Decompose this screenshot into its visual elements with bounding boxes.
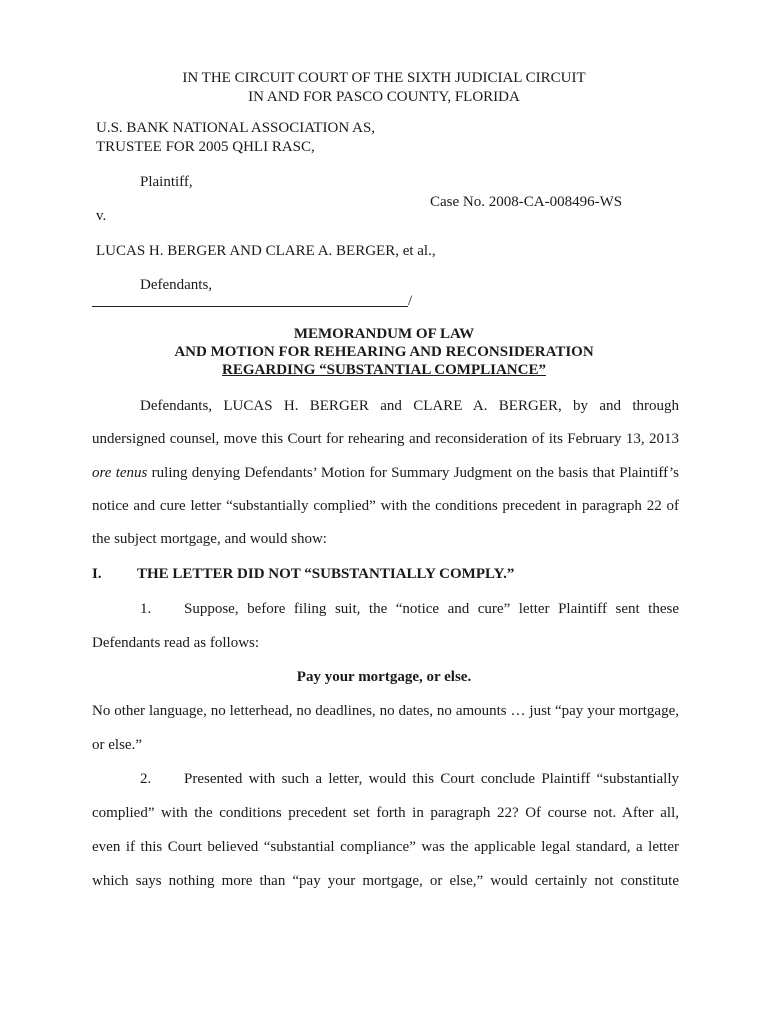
title-line3: REGARDING “SUBSTANTIAL COMPLIANCE”	[222, 362, 546, 378]
intro-line3-rest: ruling denying Defendants’ Motion for Summary Judgment on the basis that Plaintiff’s	[147, 465, 679, 481]
intro-line1: Defendants, LUCAS H. BERGER and CLARE A. BERGER, by and through	[140, 398, 679, 414]
section-numeral: I.	[92, 566, 102, 582]
quoted-letter: Pay your mortgage, or else.	[296, 669, 472, 685]
para2-number: 2.	[140, 771, 152, 787]
after-quote-line2: or else.”	[92, 737, 142, 753]
case-number: Case No. 2008-CA-008496-WS	[430, 194, 623, 210]
defendants-role: Defendants,	[140, 277, 213, 293]
court-heading-line2: IN AND FOR PASCO COUNTY, FLORIDA	[248, 89, 520, 105]
plaintiff-role: Plaintiff,	[140, 174, 193, 190]
para2-line4: which says nothing more than “pay your mortgage, or else,” would certainly not constitute	[92, 873, 679, 889]
plaintiff-name-line1: U.S. BANK NATIONAL ASSOCIATION AS,	[96, 120, 376, 136]
intro-line5: the subject mortgage, and would show:	[92, 531, 327, 547]
para2-line1: Presented with such a letter, would this Court conclude Plaintiff “substantially	[184, 771, 679, 787]
section-heading: THE LETTER DID NOT “SUBSTANTIALLY COMPLY.”	[137, 566, 515, 582]
intro-line4: notice and cure letter “substantially complied” with the conditions precedent in paragraph 22 of	[92, 498, 679, 514]
para1-line2: Defendants read as follows:	[92, 635, 260, 651]
intro-line2: undersigned counsel, move this Court for rehearing and reconsideration of its February 13, 2013	[92, 431, 679, 447]
para2-line3: even if this Court believed “substantial compliance” was the applicable legal standard, a letter	[92, 839, 679, 855]
para1-number: 1.	[140, 601, 152, 617]
intro-line3-italic: ore tenus	[92, 465, 148, 481]
court-heading-line1: IN THE CIRCUIT COURT OF THE SIXTH JUDICIAL CIRCUIT	[182, 70, 586, 86]
caption-slash: /	[408, 293, 413, 309]
plaintiff-name-line2: TRUSTEE FOR 2005 QHLI RASC,	[96, 139, 315, 155]
intro-line3	[92, 465, 679, 482]
title-line1: MEMORANDUM OF LAW	[293, 326, 475, 342]
para1-line1: Suppose, before filing suit, the “notice and cure” letter Plaintiff sent these	[184, 601, 679, 617]
caption-rule	[92, 306, 408, 307]
title-line2: AND MOTION FOR REHEARING AND RECONSIDERATION	[174, 344, 594, 360]
versus: v.	[96, 208, 107, 224]
defendants-names: LUCAS H. BERGER AND CLARE A. BERGER, et al.,	[96, 243, 436, 259]
after-quote-line1: No other language, no letterhead, no deadlines, no dates, no amounts … just “pay your mortgage,	[92, 703, 679, 719]
para2-line2: complied” with the conditions precedent set forth in paragraph 22? Of course not. After all,	[92, 805, 679, 821]
